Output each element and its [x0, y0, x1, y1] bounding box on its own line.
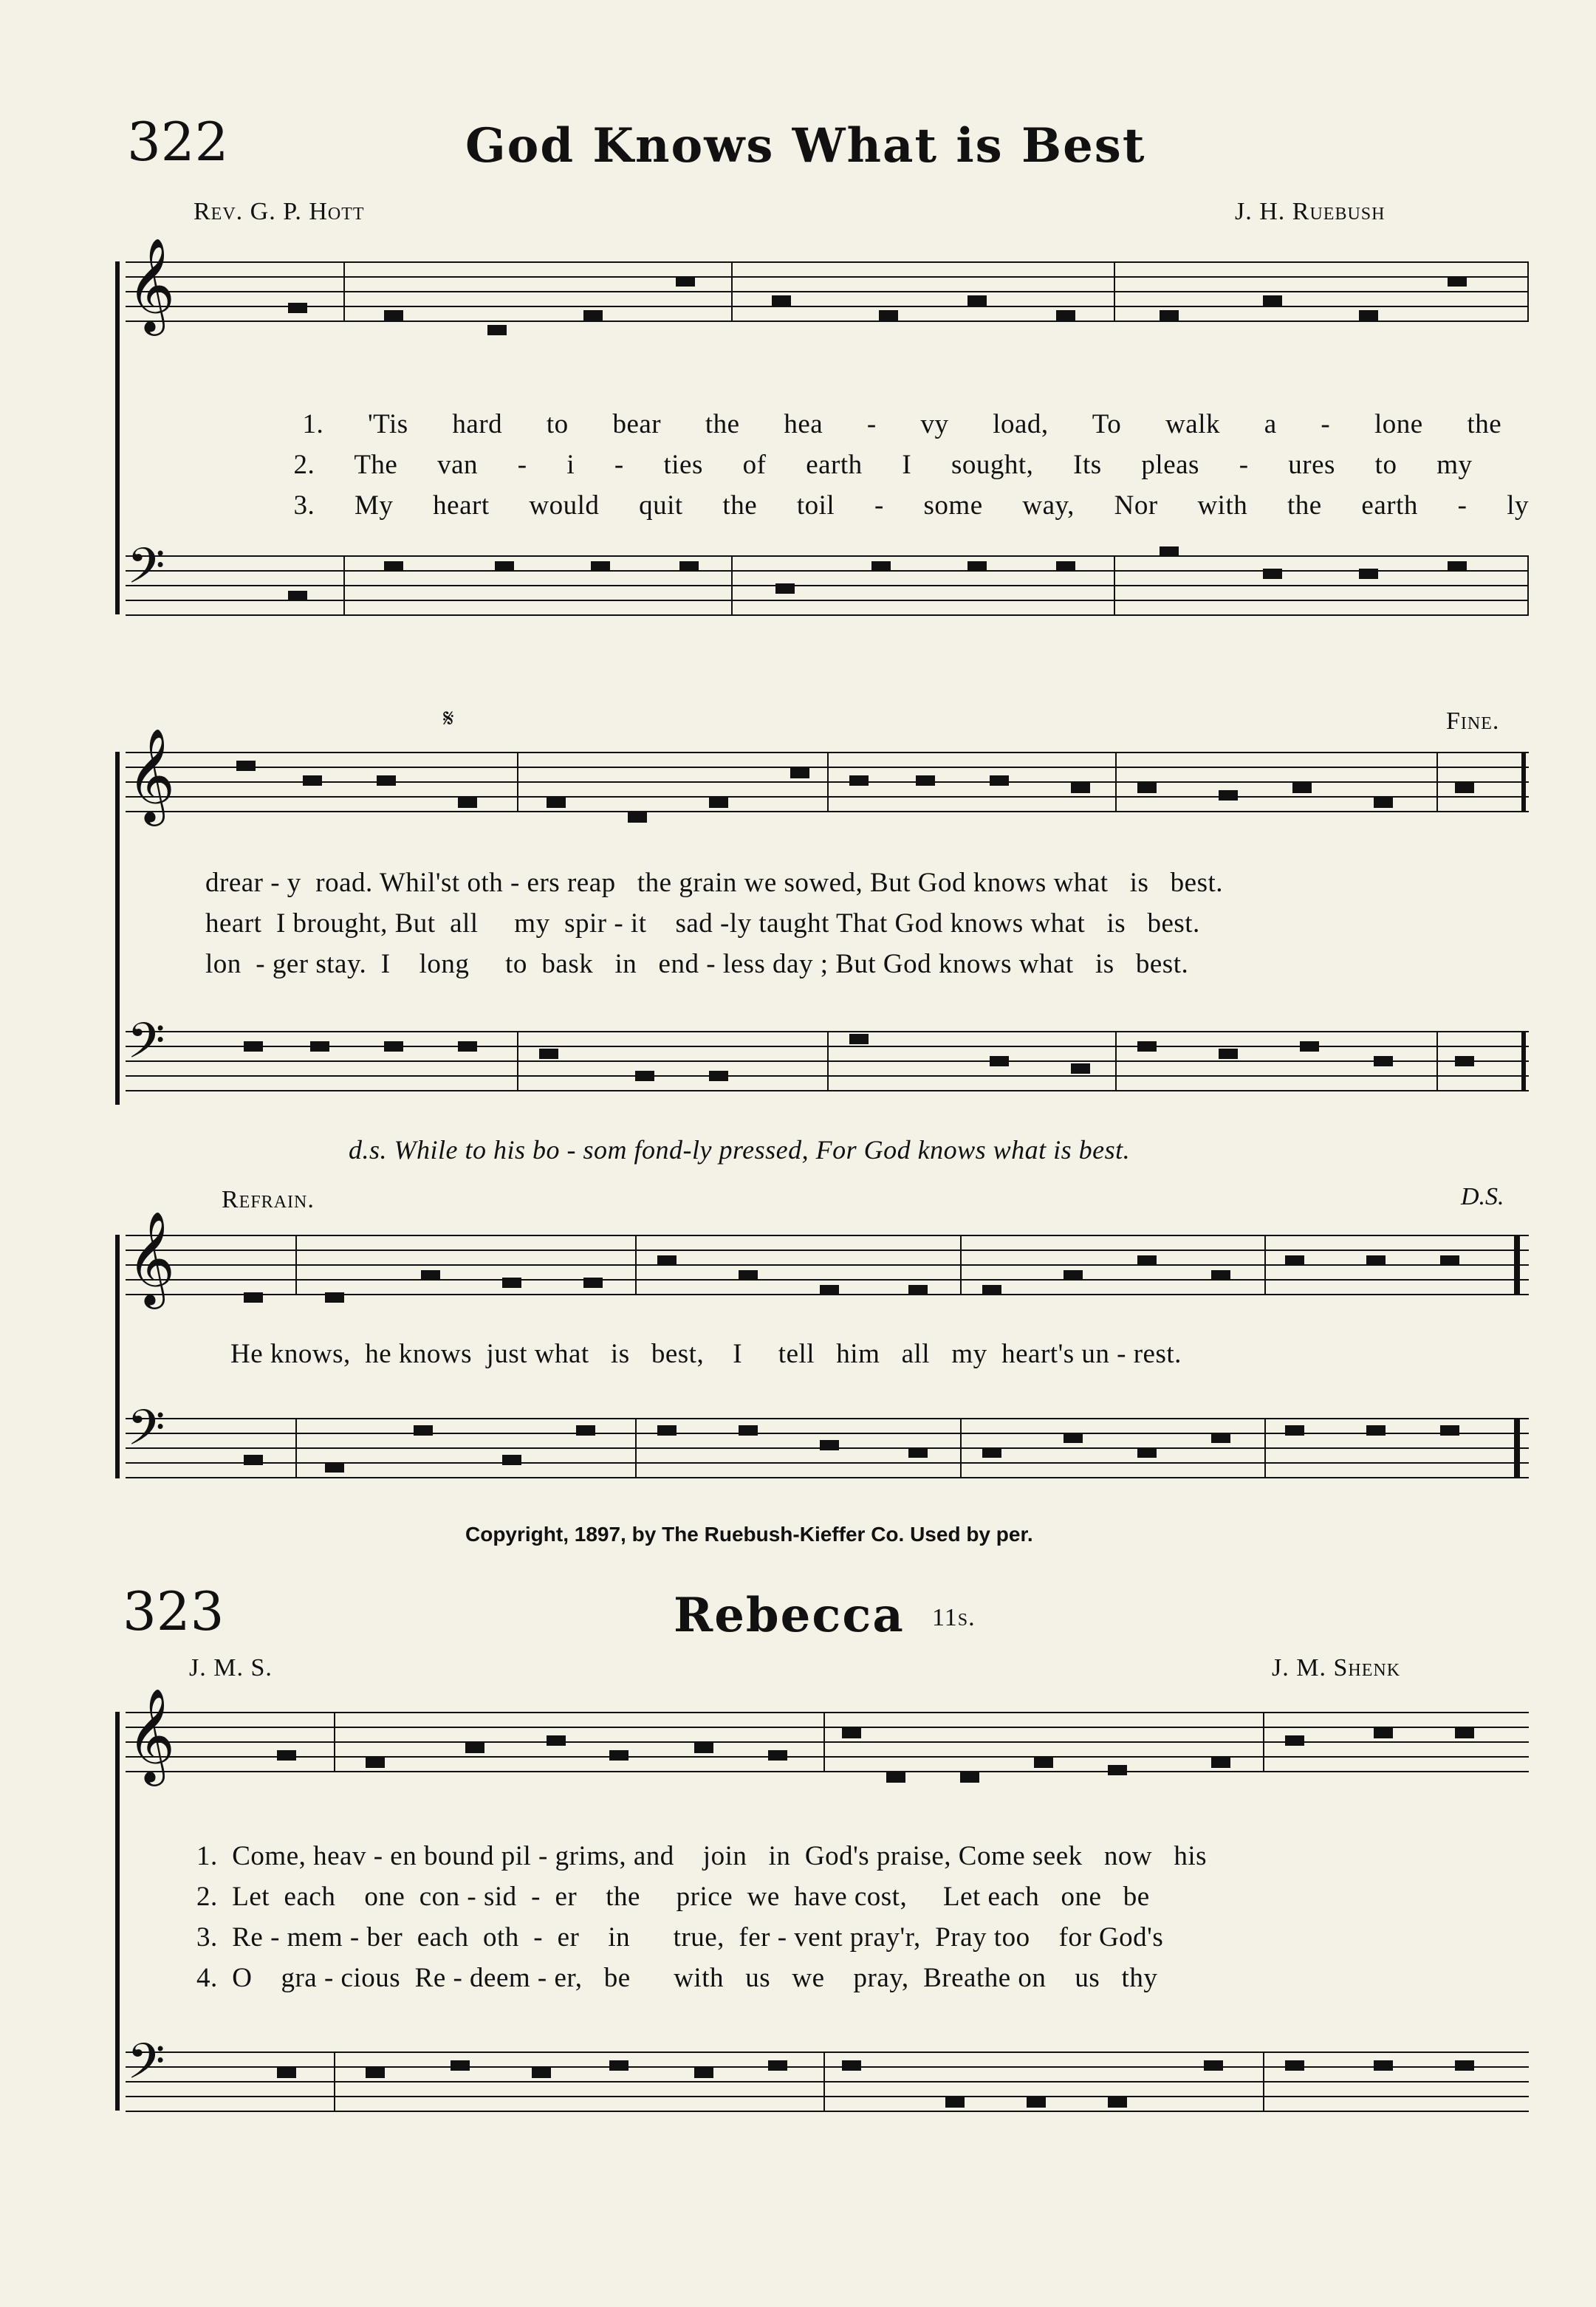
note: [502, 1278, 521, 1288]
barline: [1527, 555, 1529, 614]
note: [1374, 798, 1393, 808]
hymn-title: Rebecca: [674, 1588, 905, 1643]
note: [967, 561, 987, 572]
note: [1359, 310, 1378, 320]
barline: [635, 1418, 637, 1477]
barline: [731, 555, 733, 614]
note: [709, 798, 728, 808]
verse-2-line: 2. The van - i - ties of earth I sought, Its pleas - ures to my: [293, 450, 1473, 480]
hymn-title: God Knows What is Best: [465, 118, 1146, 174]
note: [849, 775, 869, 786]
final-barline: [1514, 1418, 1520, 1477]
barline: [635, 1235, 637, 1294]
note: [1108, 2097, 1127, 2108]
note: [945, 2097, 965, 2108]
note: [1285, 2060, 1304, 2071]
note: [1034, 1758, 1053, 1768]
verse-4-line: 4. O gra - cious Re - deem - er, be with us we pray, Breathe on us thy: [196, 1963, 1158, 1993]
note: [1160, 310, 1179, 320]
note: [628, 812, 647, 823]
hymn-number: 323: [123, 1580, 225, 1642]
fine-marking: Fine.: [1446, 707, 1500, 735]
verse-1-line: 1. Come, heav - en bound pil - grims, and join in God's praise, Come seek now his: [196, 1841, 1208, 1871]
note: [768, 2060, 787, 2071]
note: [1455, 1056, 1474, 1066]
verse-1-line: 1. 'Tis hard to bear the hea - vy load, To walk a - lone the: [302, 409, 1502, 439]
note: [1292, 783, 1312, 793]
note: [1440, 1255, 1459, 1266]
note: [1366, 1255, 1386, 1266]
barline: [731, 261, 733, 320]
system-bracket: [115, 1235, 120, 1478]
note: [1219, 790, 1238, 801]
note: [842, 2060, 861, 2071]
note: [1056, 561, 1075, 572]
note: [1211, 1758, 1230, 1768]
barline: [1263, 2051, 1264, 2111]
note: [583, 310, 603, 320]
note: [236, 761, 256, 771]
copyright-notice: Copyright, 1897, by The Ruebush-Kieffer Co. Used by per.: [465, 1523, 1033, 1546]
note: [502, 1455, 521, 1465]
system-bracket: [115, 752, 120, 1105]
note: [277, 1750, 296, 1761]
refrain-label: Refrain.: [222, 1186, 315, 1213]
treble-clef-icon: 𝄞: [127, 727, 176, 822]
note: [414, 1425, 433, 1436]
barline: [1264, 1418, 1266, 1477]
verse-1-line-2: drear - y road. Whil'st oth - ers reap the grain we sowed, But God knows what is best.: [205, 868, 1224, 898]
note: [539, 1049, 558, 1059]
barline: [334, 2051, 335, 2111]
bass-clef-icon: 𝄢: [127, 2033, 165, 2102]
note: [772, 295, 791, 306]
system-bracket: [115, 1712, 120, 2111]
note: [532, 2068, 551, 2078]
barline: [1114, 261, 1115, 320]
note: [244, 1455, 263, 1465]
note: [583, 1278, 603, 1288]
hymn-author: Rev. G. P. Hott: [193, 198, 365, 225]
note: [990, 775, 1009, 786]
barline: [343, 555, 345, 614]
note: [325, 1292, 344, 1303]
note: [1455, 783, 1474, 793]
hymn-composer: J. H. Ruebush: [1235, 198, 1386, 225]
bass-staff: [126, 555, 1529, 614]
system-bracket: [115, 261, 120, 614]
note: [635, 1071, 654, 1081]
note: [1374, 1728, 1393, 1738]
note: [1137, 1255, 1157, 1266]
note: [842, 1728, 861, 1738]
refrain-lyric: He knows, he knows just what is best, I tell him all my heart's un - rest.: [230, 1339, 1182, 1369]
note: [451, 2060, 470, 2071]
verse-2-line-2: heart I brought, But all my spir - it sad -ly taught That God knows what is best.: [205, 908, 1200, 939]
note: [244, 1292, 263, 1303]
note: [244, 1041, 263, 1052]
note: [709, 1071, 728, 1081]
note: [790, 768, 809, 778]
final-barline: [1514, 1235, 1520, 1294]
barline: [1527, 261, 1529, 320]
barline: [1436, 752, 1438, 811]
note: [1455, 2060, 1474, 2071]
barline: [295, 1235, 297, 1294]
barline: [827, 752, 829, 811]
note: [1366, 1425, 1386, 1436]
final-barline: [1521, 1031, 1526, 1090]
note: [1263, 295, 1282, 306]
note: [547, 1735, 566, 1746]
hymn-meter: 11s.: [932, 1604, 976, 1631]
hymn-author: J. M. S.: [189, 1654, 273, 1682]
note: [1204, 2060, 1223, 2071]
note: [1071, 1063, 1090, 1074]
note: [366, 1758, 385, 1768]
note: [1064, 1270, 1083, 1281]
barline: [827, 1031, 829, 1090]
barline: [334, 1712, 335, 1771]
treble-staff: [126, 1712, 1529, 1771]
verse-3-line: 3. Re - mem - ber each oth - er in true, fer - vent pray'r, Pray too for God's: [196, 1922, 1164, 1953]
note: [908, 1447, 928, 1458]
note: [960, 1772, 979, 1783]
note: [421, 1270, 440, 1281]
note: [384, 310, 403, 320]
segno-icon: 𝄋: [443, 705, 454, 733]
note: [820, 1440, 839, 1450]
note: [458, 1041, 477, 1052]
note: [1211, 1433, 1230, 1443]
note: [1064, 1433, 1083, 1443]
note: [679, 561, 699, 572]
hymn-composer: J. M. Shenk: [1272, 1654, 1401, 1682]
barline: [1115, 752, 1117, 811]
note: [366, 2068, 385, 2078]
note: [1137, 1041, 1157, 1052]
note: [1448, 276, 1467, 287]
note: [1137, 783, 1157, 793]
note: [1160, 546, 1179, 557]
note: [879, 310, 898, 320]
note: [487, 325, 507, 335]
note: [576, 1425, 595, 1436]
note: [657, 1425, 677, 1436]
barline: [343, 261, 345, 320]
note: [1374, 2060, 1393, 2071]
note: [1448, 561, 1467, 572]
note: [967, 295, 987, 306]
note: [495, 561, 514, 572]
note: [1137, 1447, 1157, 1458]
note: [1300, 1041, 1319, 1052]
note: [591, 561, 610, 572]
barline: [960, 1235, 962, 1294]
note: [288, 303, 307, 313]
note: [547, 798, 566, 808]
note: [886, 1772, 905, 1783]
barline: [1115, 1031, 1117, 1090]
barline: [823, 2051, 825, 2111]
note: [739, 1425, 758, 1436]
note: [990, 1056, 1009, 1066]
note: [1285, 1735, 1304, 1746]
barline: [1114, 555, 1115, 614]
note: [609, 1750, 629, 1761]
note: [1285, 1425, 1304, 1436]
note: [1108, 1765, 1127, 1775]
note: [775, 583, 795, 594]
note: [1027, 2097, 1046, 2108]
barline: [1263, 1712, 1264, 1771]
note: [982, 1447, 1001, 1458]
hymn-number: 322: [127, 111, 229, 173]
bass-staff: [126, 2051, 1529, 2111]
note: [1219, 1049, 1238, 1059]
bass-clef-icon: 𝄢: [127, 1399, 165, 1468]
verse-2-line: 2. Let each one con - sid - er the price we have cost, Let each one be: [196, 1882, 1150, 1912]
verse-3-line-2: lon - ger stay. I long to bask in end - less day ; But God knows what is best.: [205, 949, 1189, 979]
note: [310, 1041, 329, 1052]
note: [303, 775, 322, 786]
bass-clef-icon: 𝄢: [127, 1012, 165, 1081]
note: [377, 775, 396, 786]
note: [1211, 1270, 1230, 1281]
note: [820, 1285, 839, 1295]
note: [676, 276, 695, 287]
note: [288, 591, 307, 601]
note: [982, 1285, 1001, 1295]
ds-lyric-line: d.s. While to his bo - som fond-ly pressed, For God knows what is best.: [349, 1135, 1131, 1165]
note: [871, 561, 891, 572]
note: [1285, 1255, 1304, 1266]
treble-staff: [126, 261, 1529, 320]
note: [1263, 569, 1282, 579]
barline: [1436, 1031, 1438, 1090]
note: [694, 1743, 713, 1753]
note: [849, 1034, 869, 1044]
note: [277, 2068, 296, 2078]
note: [458, 798, 477, 808]
note: [325, 1462, 344, 1473]
barline: [295, 1418, 297, 1477]
note: [694, 2068, 713, 2078]
note: [1056, 310, 1075, 320]
verse-3-line: 3. My heart would quit the toil - some way, Nor with the earth - ly: [293, 490, 1529, 521]
note: [657, 1255, 677, 1266]
note: [384, 561, 403, 572]
note: [1440, 1425, 1459, 1436]
note: [1071, 783, 1090, 793]
note: [384, 1041, 403, 1052]
note: [609, 2060, 629, 2071]
barline: [517, 1031, 518, 1090]
barline: [517, 752, 518, 811]
barline: [1264, 1235, 1266, 1294]
note: [908, 1285, 928, 1295]
note: [916, 775, 935, 786]
note: [768, 1750, 787, 1761]
ds-marking: D.S.: [1461, 1183, 1504, 1210]
note: [739, 1270, 758, 1281]
treble-clef-icon: 𝄞: [127, 1687, 176, 1782]
note: [1374, 1056, 1393, 1066]
barline: [823, 1712, 825, 1771]
barline: [960, 1418, 962, 1477]
treble-clef-icon: 𝄞: [127, 237, 176, 332]
note: [1359, 569, 1378, 579]
bass-clef-icon: 𝄢: [127, 538, 165, 606]
note: [1455, 1728, 1474, 1738]
note: [465, 1743, 484, 1753]
treble-clef-icon: 𝄞: [127, 1210, 176, 1305]
final-barline: [1521, 752, 1526, 811]
